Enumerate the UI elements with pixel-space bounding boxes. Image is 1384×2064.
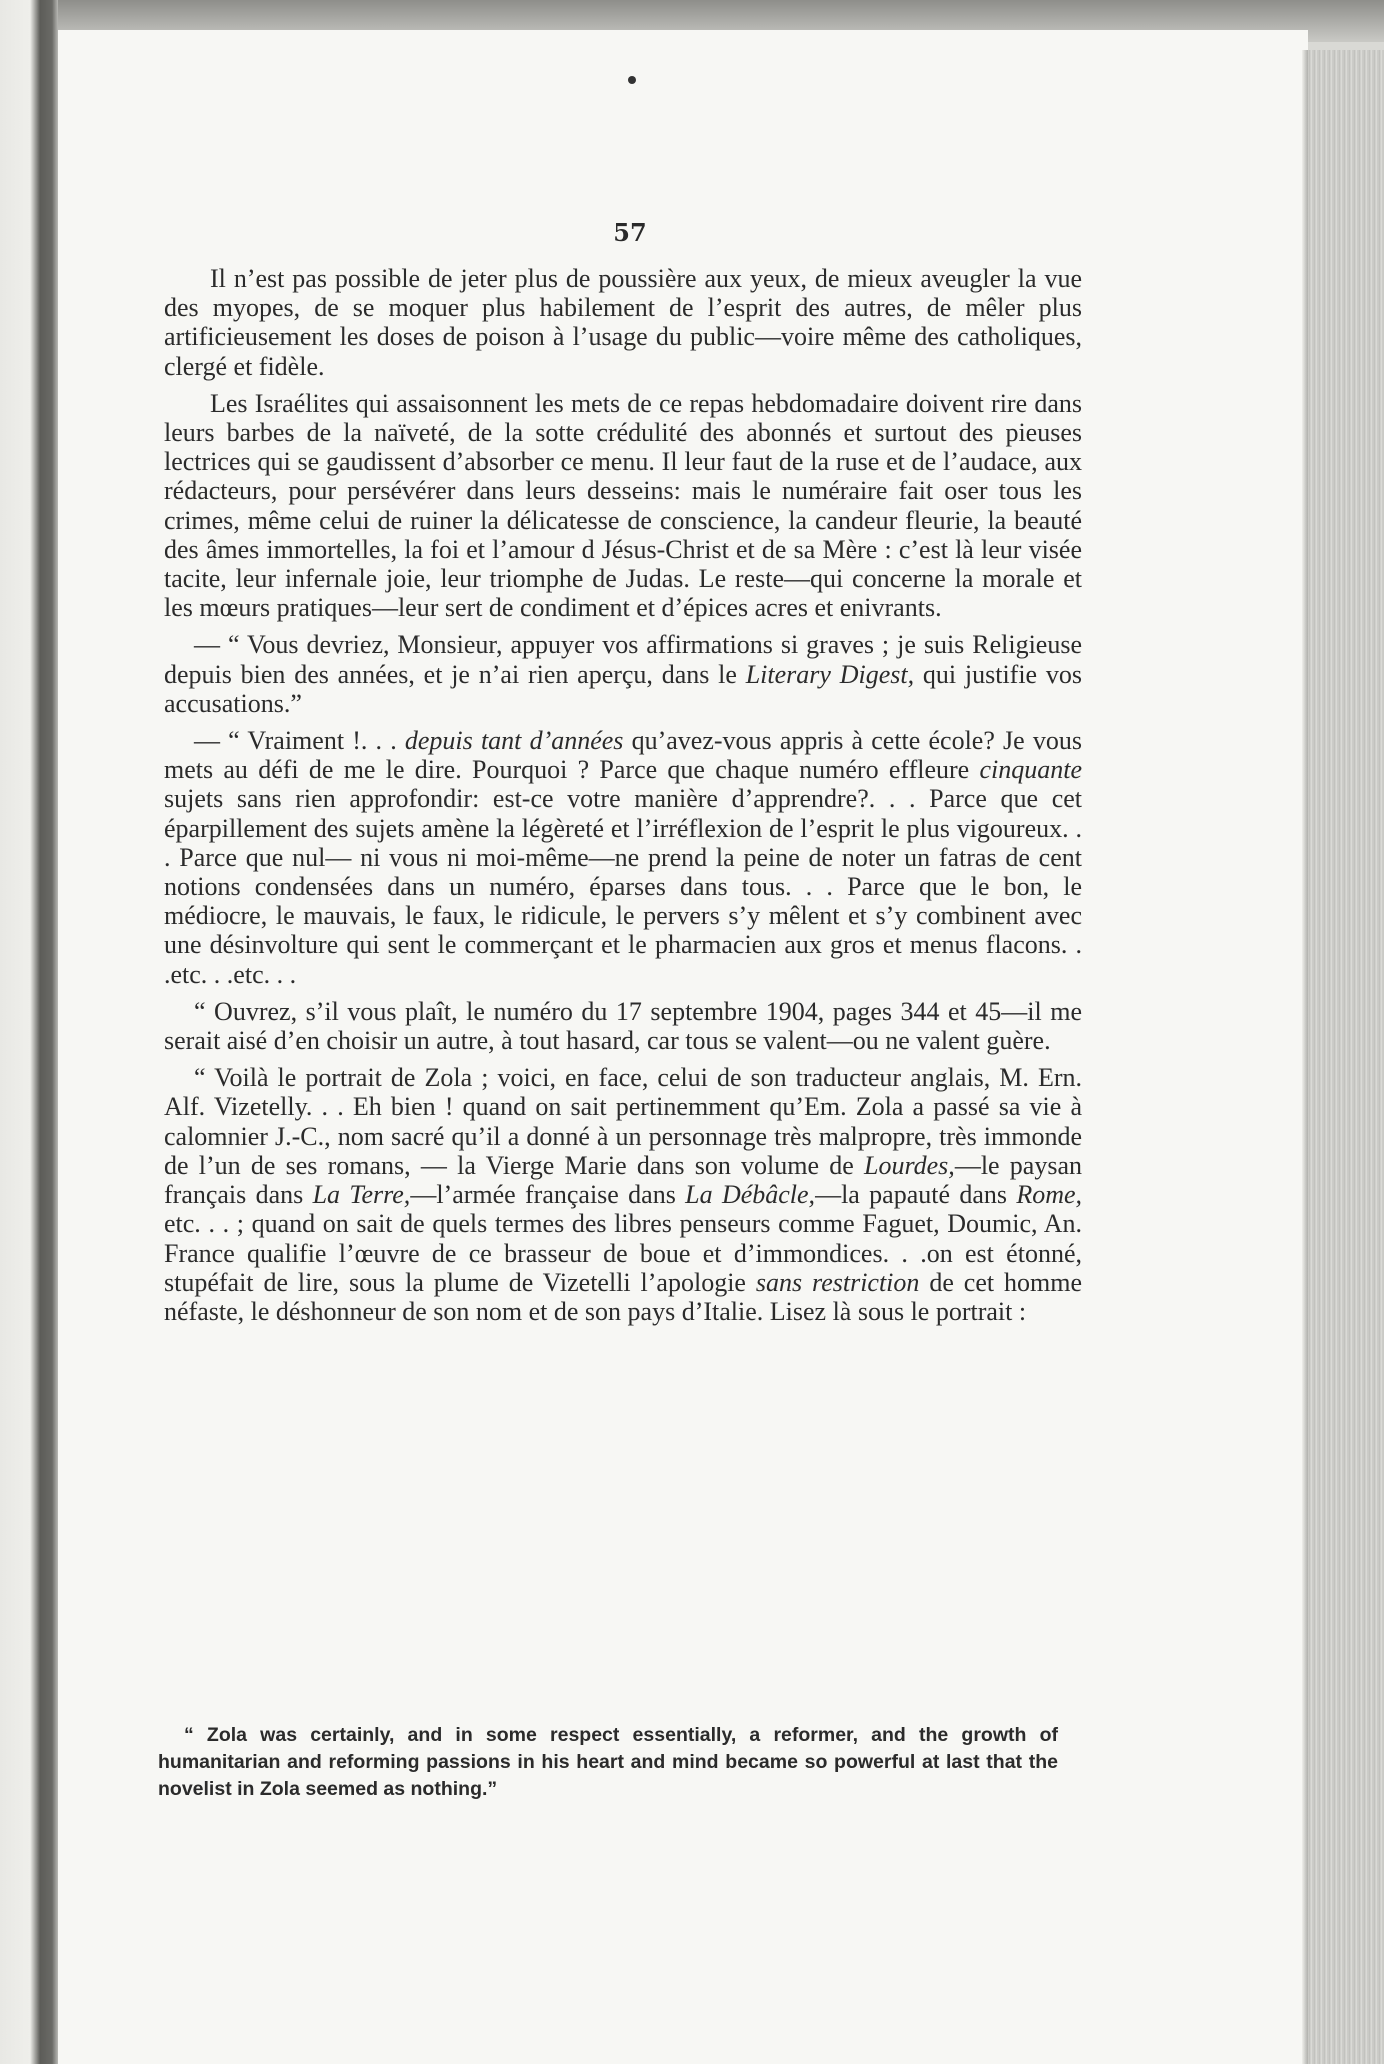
paragraph-6-italic-5: sans restriction <box>755 1267 920 1297</box>
paragraph-6 <box>164 1063 1082 1326</box>
paragraph-4-italic-1: depuis tant d’années <box>404 726 624 756</box>
book-spine-shadow <box>0 0 58 2064</box>
paragraph-3-text-a: — “ Vous devriez, Monsieur, appuyer vos affirmations si graves ; je suis Religieuse depuis bien des années, et je n’ai rien aperçu, dans le <box>164 630 1082 689</box>
paragraph-6-text-e: etc. . . ; quand on sait de quels termes des libres penseurs comme Faguet, Doumic, An. France qualifie l’œuvre de ce brasseur de boue et d’immondices. . .on est étonné, stupéfait de lire, sous la plume de Vizetelli l’apologie <box>164 1209 1082 1297</box>
paragraph-6-italic-1: Lourdes, <box>864 1150 955 1180</box>
paragraph-3 <box>164 630 1082 718</box>
paragraph-6-italic-3: La Débâcle, <box>685 1180 816 1210</box>
paragraph-6-text-f: de cet homme néfaste, le déshonneur de son nom et de son pays d’Italie. Lisez là sous le portrait : <box>164 1267 1083 1326</box>
paragraph-4-italic-2: cinquante <box>979 755 1082 785</box>
paragraph-3-italic: Literary Digest, <box>745 659 915 689</box>
paragraph-6-text-b: —le paysan français dans <box>164 1150 1082 1210</box>
paragraph-6-text-a: “ Voilà le portrait de Zola ; voici, en face, celui de son traducteur anglais, M. Ern. Alf. Vizetelly. . . Eh bien ! quand on sait pertinemment qu’Em. Zola a passé sa vie à calomnier J.-C., nom sacré qu’il a donné à un personnage très malpropre, très immonde de l’un de ses romans, — la Vierge Marie dans son volume de <box>164 1063 1082 1180</box>
paragraph-5: “ Ouvrez, s’il vous plaît, le numéro du 17 septembre 1904, pages 344 et 45—il me serait aisé d’en choisir un autre, à tout hasard, car tous se valent—ou ne valent guère. <box>164 996 1082 1056</box>
paragraph-6-italic-2: La Terre, <box>312 1180 411 1210</box>
paragraph-2: Les Israélites qui assaisonnent les mets de ce repas hebdomadaire doivent rire dans leurs barbes de la naïveté, de la sotte crédulité des abonnés et surtout des pieuses lectrices qui se gaudissent d’absorber ce menu. Il leur faut de la ruse et de l’audace, aux rédacteurs, pour persévérer dans leurs desseins: mais le numéraire fait oser tous les crimes, même celui de ruiner la délicatesse de conscience, la candeur fleurie, la beauté des âmes immortelles, la foi et l’amour d Jésus-Christ et de sa Mère : c’est là leur visée tacite, leur infernale joie, leur triomphe de Judas. Le reste—qui concerne la morale et les mœurs pratiques—leur sert de condiment et d’épices acres et enivrants. <box>164 388 1082 623</box>
body-text <box>164 264 1082 1334</box>
paragraph-4-text-a: — “ Vraiment !. . . <box>194 726 405 756</box>
ink-dot <box>628 76 636 84</box>
page-edges <box>1308 50 1384 2064</box>
block-quote: “ Zola was certainly, and in some respect essentially, a reformer, and the growth of humanitarian and reforming passions in his heart and mind became so powerful at last that the novelist in Zola seemed as nothing.” <box>158 1724 1058 1800</box>
paragraph-4 <box>164 726 1082 989</box>
paragraph-3-text-b: qui justifie vos accusations.” <box>164 659 1082 718</box>
paragraph-6-text-d: —la papauté dans <box>815 1180 1017 1210</box>
paragraph-1: Il n’est pas possible de jeter plus de poussière aux yeux, de mieux aveugler la vue des myopes, de se moquer plus habilement de l’esprit des autres, de mêler plus artificieusement les doses de poison à l’usage du public—voire même des catholiques, clergé et fidèle. <box>164 264 1082 381</box>
paragraph-6-text-c: —l’armée française dans <box>410 1180 686 1210</box>
page-number: 57 <box>613 218 647 247</box>
paragraph-4-text-c: sujets sans rien approfondir: est-ce votre manière d’apprendre?. . . Parce que cet éparpillement des sujets amène la légèreté et l’irréflexion de l’esprit le plus vigoureux. . . Parce que nul— ni vous ni moi-même—ne prend la peine de noter un fatras de cent notions condensées dans un numéro, éparses dans tous. . . Parce que le bon, le médiocre, le mauvais, le faux, le ridicule, le pervers s’y mêlent et s’y combinent avec une désinvolture qui sent le commerçant et le pharmacien aux gros et menus flacons. . .etc. . .etc. . . <box>164 784 1082 989</box>
paragraph-4-text-b: qu’avez-vous appris à cette école? Je vous mets au défi de me le dire. Pourquoi ? Parce que chaque numéro effleure <box>164 726 1082 785</box>
paragraph-6-italic-4: Rome, <box>1016 1180 1083 1210</box>
